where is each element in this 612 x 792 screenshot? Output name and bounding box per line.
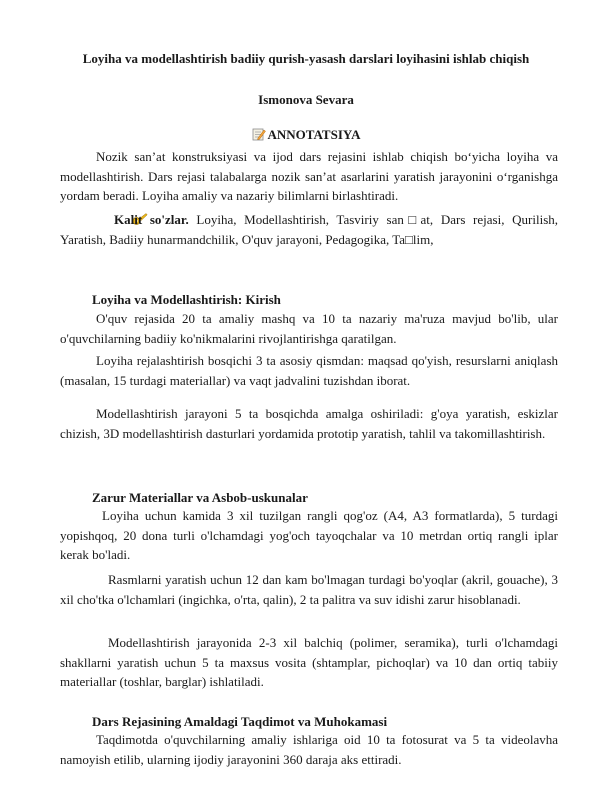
annotation-heading-text: ANNOTATSIYA	[267, 127, 361, 142]
annotation-text: Nozik san’at konstruksiyasi va ijod dars rejasini ishlab chiqish bo‘yicha loyiha va modellashtirish. Dars rejasi talabalarga nozik san’at asarlarini yaratish jarayonini o‘rganishga yordam beradi. Loyiha amaliy va nazariy bilimlarni birlashtiradi.	[60, 149, 558, 203]
section-heading-intro: Loyiha va Modellashtirish: Kirish	[92, 292, 281, 307]
memo-icon	[252, 127, 266, 141]
key-icon	[96, 212, 112, 226]
keywords-text: Loyiha, Modellashtirish, Tasviriy san□at, Dars rejasi, Qurilish, Yaratish, Badiiy hunarmandchilik, O'quv jarayoni, Pedagogika, Ta□lim,	[60, 212, 558, 247]
section-heading-materials: Zarur Materiallar va Asbob-uskunalar	[92, 490, 308, 505]
materials-paragraph-3: Modellashtirish jarayonida 2-3 xil balchiq (polimer, seramika), turli o'lchamdagi shakllarni yaratish uchun 5 ta maxsus vosita (shtamplar, pichoqlar) va 10 dan ortiq tabiiy materiallar (toshlar, barglar) ishlatiladi.	[60, 635, 558, 689]
materials-paragraph-2: Rasmlarni yaratish uchun 12 dan kam bo'lmagan turdagi bo'yoqlar (akril, gouache), 3 xil cho'tka o'lchamlari (ingichka, o'rta, qalin), 2 ta palitra va suv idishi zarur hisoblanadi.	[60, 572, 558, 607]
annotation-heading	[0, 127, 612, 143]
intro-paragraph-2: Loyiha rejalashtirish bosqichi 3 ta asosiy qismdan: maqsad qo'yish, resurslarni aniqlash (masalan, 15 turdagi materiallar) va vaqt jadvalini tuzishdan iborat.	[60, 353, 558, 388]
section-heading-presentation: Dars Rejasining Amaldagi Taqdimot va Muhokamasi	[92, 714, 388, 729]
keywords-paragraph	[60, 210, 558, 249]
intro-paragraph-1: O'quv rejasida 20 ta amaliy mashq va 10 ta nazariy ma'ruza mavjud bo'lib, ular o'quvchilarning badiiy ko'nikmalarini rivojlantirishga qaratilgan.	[60, 311, 558, 346]
keywords-label: Kalit so'zlar.	[114, 212, 189, 227]
materials-paragraph-1: Loyiha uchun kamida 3 xil tuzilgan rangli qog'oz (A4, A3 formatlarda), 5 turdagi yopishqoq, 20 dona turli o'lchamdagi yog'och tayoqchalar va 10 metrdan ortiq rangli iplar kerak bo'ladi.	[60, 508, 558, 562]
intro-paragraph-3: Modellashtirish jarayoni 5 ta bosqichda amalga oshiriladi: g'oya yaratish, eskizlar chizish, 3D modellashtirish dasturlari yordamida prototip yaratish, tahlil va takomillashtirish.	[60, 406, 558, 441]
presentation-paragraph-1: Taqdimotda o'quvchilarning amaliy ishlariga oid 10 ta fotosurat va 5 ta videolavha namoyish etilib, ularning ijodiy jarayonini 360 daraja aks ettiradi.	[60, 732, 558, 767]
author-name: Ismonova Sevara	[258, 92, 354, 107]
document-title: Loyiha va modellashtirish badiiy qurish-yasash darslari loyihasini ishlab chiqish	[82, 51, 530, 66]
